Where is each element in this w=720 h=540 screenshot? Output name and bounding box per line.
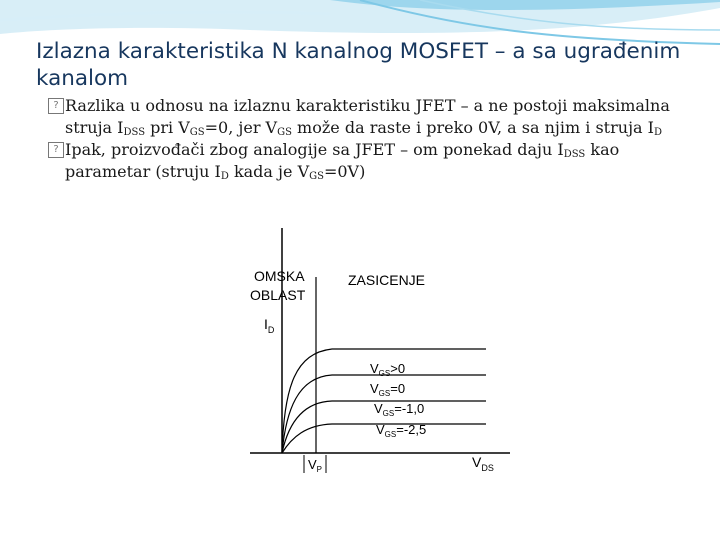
curve-vgs-m25 xyxy=(282,424,372,453)
curve-vgs-eq-0 xyxy=(282,375,372,453)
vp-label: $V_P$ xyxy=(308,457,323,474)
curve-label-vgs-eq-0: $V_{GS}=0$ xyxy=(370,381,406,398)
curve-label-vgs-m1: $V_{GS}=-1,0$ xyxy=(374,401,425,418)
bullet-item: ? Razlika u odnosu na izlaznu karakteristiku JFET – a ne postoji maksimalna struja $I_{DSS}$ pri $V_{GS}=0$, jer $V_{GS}$ može da raste i preko 0V, a sa njim i struja $I_D$ xyxy=(48,95,708,139)
ohmic-region-label-2: OBLAST xyxy=(250,287,306,303)
checkbox-bullet-icon: ? xyxy=(48,142,64,158)
bullet-item: ? Ipak, proizvođači zbog analogije sa JFET – om ponekad daju $I_{DSS}$ kao parametar (struju $I_D$ kada je $V_{GS}=0V$) xyxy=(48,139,708,183)
slide-title: Izlazna karakteristika N kanalnog MOSFET – a sa ugrađenim kanalom xyxy=(36,39,681,91)
x-axis-label: $V_{DS}$ xyxy=(472,454,494,473)
y-axis-label: $I_D$ xyxy=(264,316,275,335)
curve-label-vgs-gt-0: $V_{GS}>0$ xyxy=(370,361,406,378)
saturation-region-label: ZASICENJE xyxy=(348,272,426,288)
output-characteristic-graph xyxy=(240,225,520,475)
ohmic-region-label: OMSKA xyxy=(254,268,305,284)
curve-label-vgs-m25: $V_{GS}=-2,5$ xyxy=(376,422,427,439)
checkbox-bullet-icon: ? xyxy=(48,98,64,114)
curve-vgs-m1 xyxy=(282,401,372,453)
bullet-list xyxy=(48,95,708,183)
